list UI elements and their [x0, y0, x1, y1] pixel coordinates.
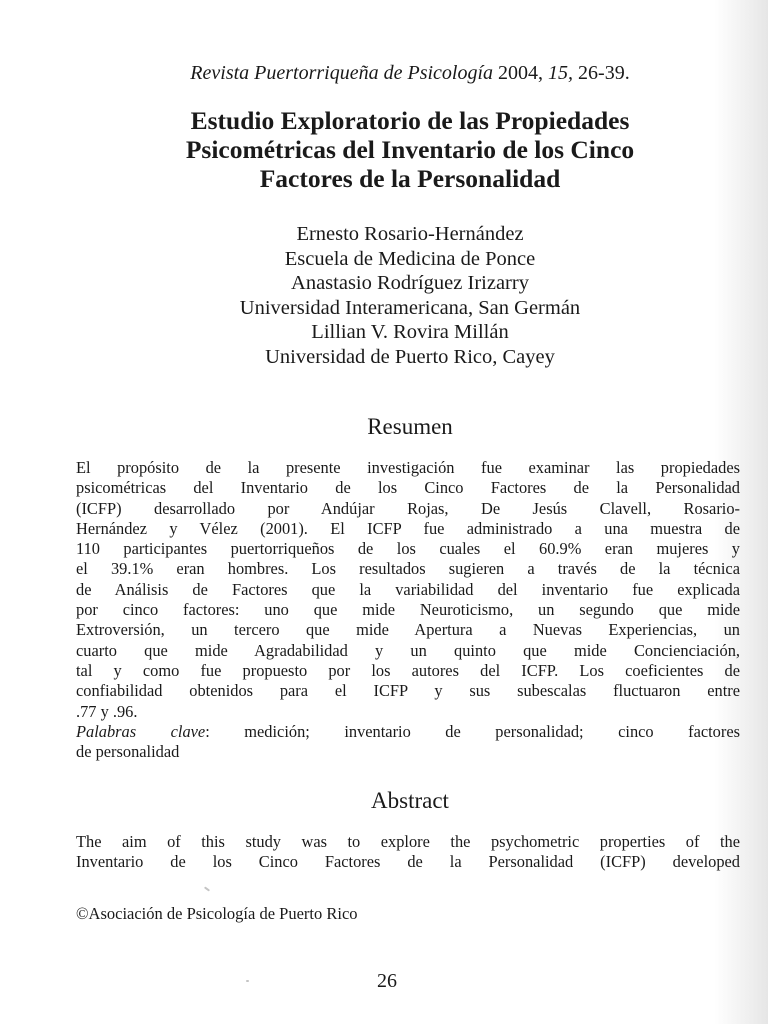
scan-speck — [204, 886, 210, 891]
author-name: Lillian V. Rovira Millán — [311, 321, 509, 344]
journal-volume: 15, — [548, 62, 574, 84]
resumen-line: por cinco factores: uno que mide Neuroticismo, un segundo que mide — [76, 600, 740, 620]
resumen-line: (ICFP) desarrollado por Andújar Rojas, De Jesús Clavell, Rosario- — [76, 498, 740, 518]
resumen-line: .77 y .96. — [76, 701, 138, 721]
journal-citation — [60, 62, 760, 85]
scan-speck — [246, 980, 249, 982]
author-name: Anastasio Rodríguez Irizarry — [291, 272, 529, 295]
resumen-line: psicométricas del Inventario de los Cinco Factores de la Personalidad — [76, 478, 740, 498]
resumen-line: Hernández y Vélez (2001). El ICFP fue administrado a una muestra de — [76, 518, 740, 538]
abstract-heading: Abstract — [371, 788, 449, 813]
journal-year: 2004, — [498, 62, 544, 84]
keywords-text: : medición; inventario de personalidad; cinco factores — [205, 721, 740, 741]
resumen-line: confiabilidad obtenidos para el ICFP y sus subescalas fluctuaron entre — [76, 681, 740, 701]
title-line: Factores de la Personalidad — [259, 164, 561, 193]
resumen-paragraph — [76, 458, 740, 762]
author-affiliation: Universidad de Puerto Rico, Cayey — [265, 345, 555, 368]
resumen-line: tal y como fue propuesto por los autores del ICFP. Los coeficientes de — [76, 660, 740, 680]
resumen-line: El propósito de la presente investigación fue examinar las propiedades — [76, 458, 740, 477]
title-line: Psicométricas del Inventario de los Cinco — [185, 135, 635, 164]
journal-name: Revista Puertorriqueña de Psicología — [190, 62, 494, 84]
resumen-heading: Resumen — [367, 414, 453, 439]
keywords-line — [76, 722, 740, 742]
author-affiliation: Universidad Interamericana, San Germán — [239, 296, 581, 319]
title-line: Estudio Exploratorio de las Propiedades — [190, 106, 630, 135]
abstract-line: Inventario de los Cinco Factores de la Personalidad (ICFP) developed — [76, 852, 740, 872]
keywords-label: Palabras clave — [76, 721, 206, 741]
author-affiliation: Escuela de Medicina de Ponce — [284, 247, 536, 270]
resumen-line: el 39.1% eran hombres. Los resultados sugieren a través de la técnica — [76, 559, 740, 579]
journal-pages: 26-39. — [578, 62, 630, 84]
article-title — [60, 106, 760, 193]
author-block — [60, 222, 760, 370]
resumen-line: Extroversión, un tercero que mide Apertura a Nuevas Experiencias, un — [76, 620, 740, 640]
resumen-line: 110 participantes puertorriqueños de los cuales el 60.9% eran mujeres y — [76, 539, 740, 559]
abstract-paragraph — [76, 832, 740, 873]
resumen-line: de Análisis de Factores que la variabilidad del inventario fue explicada — [76, 579, 740, 599]
author-name: Ernesto Rosario-Hernández — [296, 223, 524, 245]
keywords-line-2: de personalidad — [76, 742, 180, 762]
copyright-notice: ©Asociación de Psicología de Puerto Rico — [76, 904, 358, 923]
resumen-line: cuarto que mide Agradabilidad y un quinto que mide Concienciación, — [76, 640, 740, 660]
abstract-line: The aim of this study was to explore the psychometric properties of the — [76, 832, 740, 851]
page-number: 26 — [377, 970, 397, 992]
